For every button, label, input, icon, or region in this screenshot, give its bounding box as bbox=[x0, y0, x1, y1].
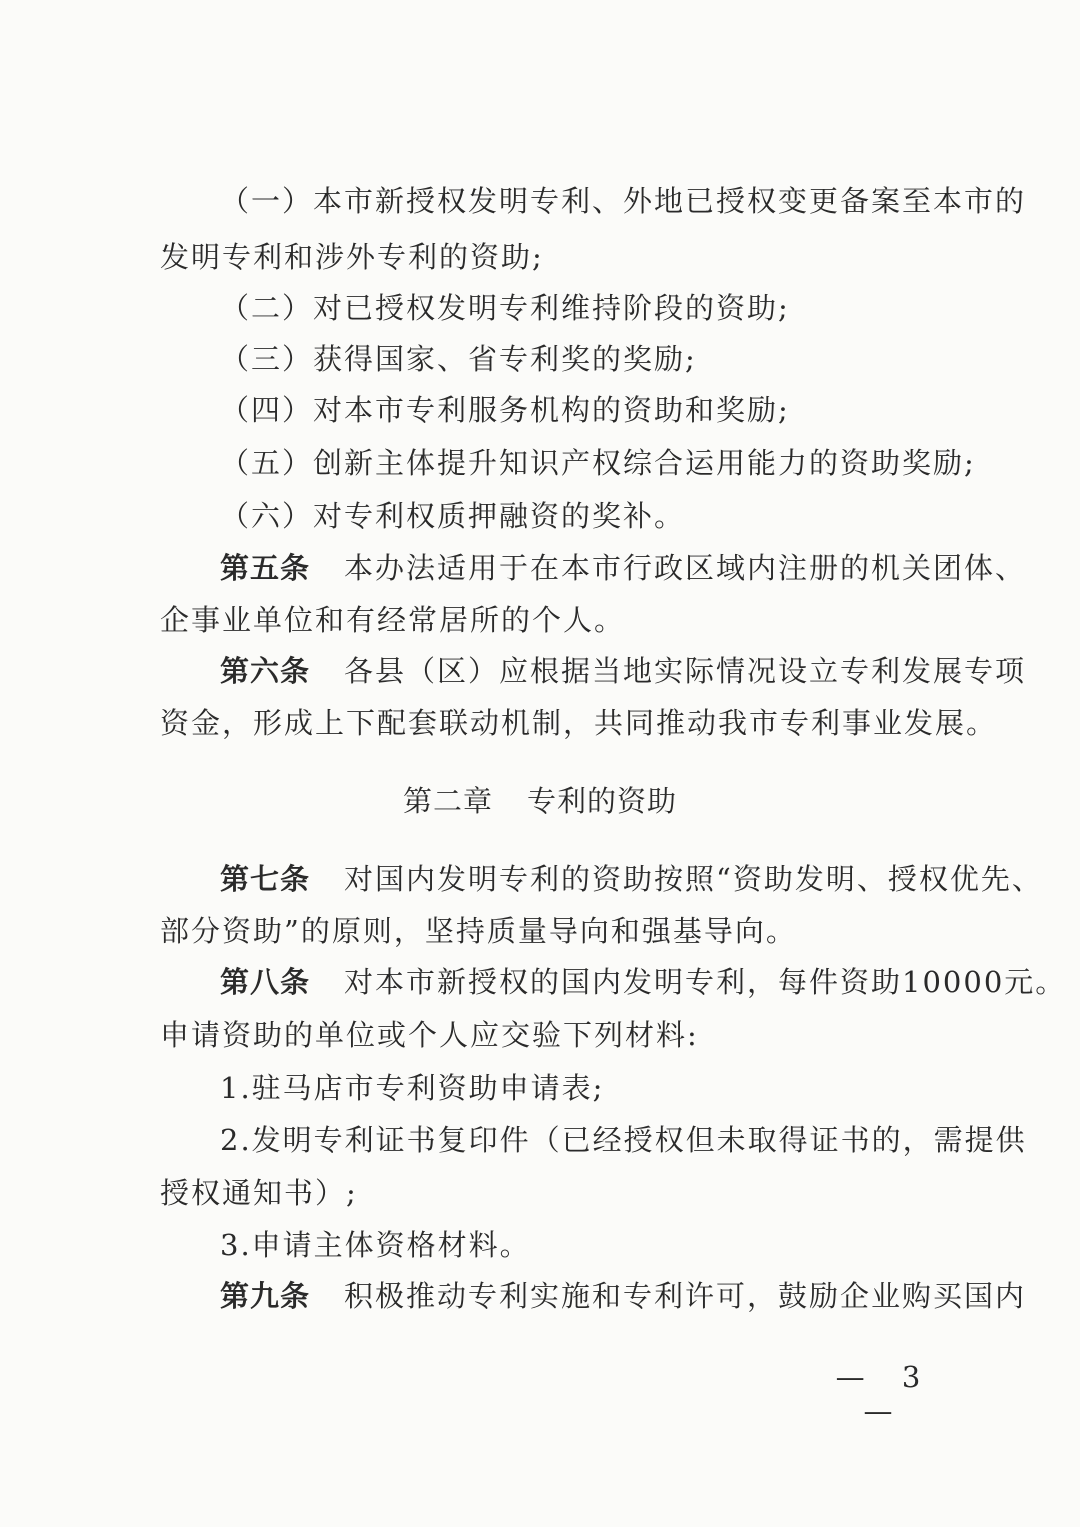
article-label: 第五条 bbox=[220, 551, 311, 585]
article-label: 第九条 bbox=[220, 1279, 311, 1313]
text: （四）对本市专利服务机构的资助和奖励; bbox=[220, 393, 790, 427]
page-number: — 3 — bbox=[835, 1360, 935, 1428]
article-7-line-1 bbox=[220, 862, 1043, 896]
text: 对国内发明专利的资助按照“资助发明、授权优先、 bbox=[344, 862, 1043, 896]
article-8-line-2 bbox=[160, 1018, 960, 1052]
article-6-line-1 bbox=[220, 654, 1027, 688]
list-item-6 bbox=[220, 499, 960, 533]
text: 3.申请主体资格材料。 bbox=[220, 1228, 531, 1262]
article-label: 第八条 bbox=[220, 965, 311, 999]
material-item-2-line-1 bbox=[220, 1123, 1027, 1157]
text: 各县（区）应根据当地实际情况设立专利发展专项 bbox=[344, 654, 1027, 688]
article-7-line-2 bbox=[160, 914, 960, 948]
material-item-3 bbox=[220, 1228, 960, 1262]
article-5-line-2 bbox=[160, 603, 960, 637]
article-6-line-2 bbox=[160, 706, 998, 740]
material-item-1 bbox=[220, 1071, 960, 1105]
text: 企事业单位和有经常居所的个人。 bbox=[160, 603, 626, 637]
list-item-1-line-1 bbox=[220, 184, 1027, 218]
text: 授权通知书）; bbox=[160, 1176, 358, 1210]
text: 部分资助”的原则，坚持质量导向和强基导向。 bbox=[160, 914, 797, 948]
text: 申请资助的单位或个人应交验下列材料: bbox=[160, 1018, 699, 1052]
text: 本办法适用于在本市行政区域内注册的机关团体、 bbox=[344, 551, 1027, 585]
article-5-line-1 bbox=[220, 551, 1027, 585]
chapter-number: 第二章 bbox=[402, 784, 493, 818]
list-item-4 bbox=[220, 393, 960, 427]
text: 发明专利和涉外专利的资助; bbox=[160, 240, 544, 274]
article-label: 第七条 bbox=[220, 862, 311, 896]
text: （三）获得国家、省专利奖的奖励; bbox=[220, 342, 697, 376]
list-item-5 bbox=[220, 446, 976, 480]
text: （五）创新主体提升知识产权综合运用能力的资助奖励; bbox=[220, 446, 976, 480]
text: 2.发明专利证书复印件（已经授权但未取得证书的，需提供 bbox=[220, 1123, 1027, 1157]
text: 资金，形成上下配套联动机制，共同推动我市专利事业发展。 bbox=[160, 706, 998, 740]
material-item-2-line-2 bbox=[160, 1176, 960, 1210]
article-label: 第六条 bbox=[220, 654, 311, 688]
text: 积极推动专利实施和专利许可，鼓励企业购买国内 bbox=[344, 1279, 1027, 1313]
chapter-heading bbox=[0, 784, 1080, 818]
text: （一）本市新授权发明专利、外地已授权变更备案至本市的 bbox=[220, 184, 1027, 218]
text: 对本市新授权的国内发明专利，每件资助10000元。 bbox=[344, 965, 1067, 999]
text: （二）对已授权发明专利维持阶段的资助; bbox=[220, 291, 790, 325]
article-8-line-1 bbox=[220, 965, 1067, 999]
list-item-1-line-2 bbox=[160, 240, 960, 274]
chapter-title: 专利的资助 bbox=[527, 784, 678, 818]
text: （六）对专利权质押融资的奖补。 bbox=[220, 499, 686, 533]
list-item-3 bbox=[220, 342, 960, 376]
text: 1.驻马店市专利资助申请表; bbox=[220, 1071, 605, 1105]
article-9-line-1 bbox=[220, 1279, 1027, 1313]
list-item-2 bbox=[220, 291, 960, 325]
